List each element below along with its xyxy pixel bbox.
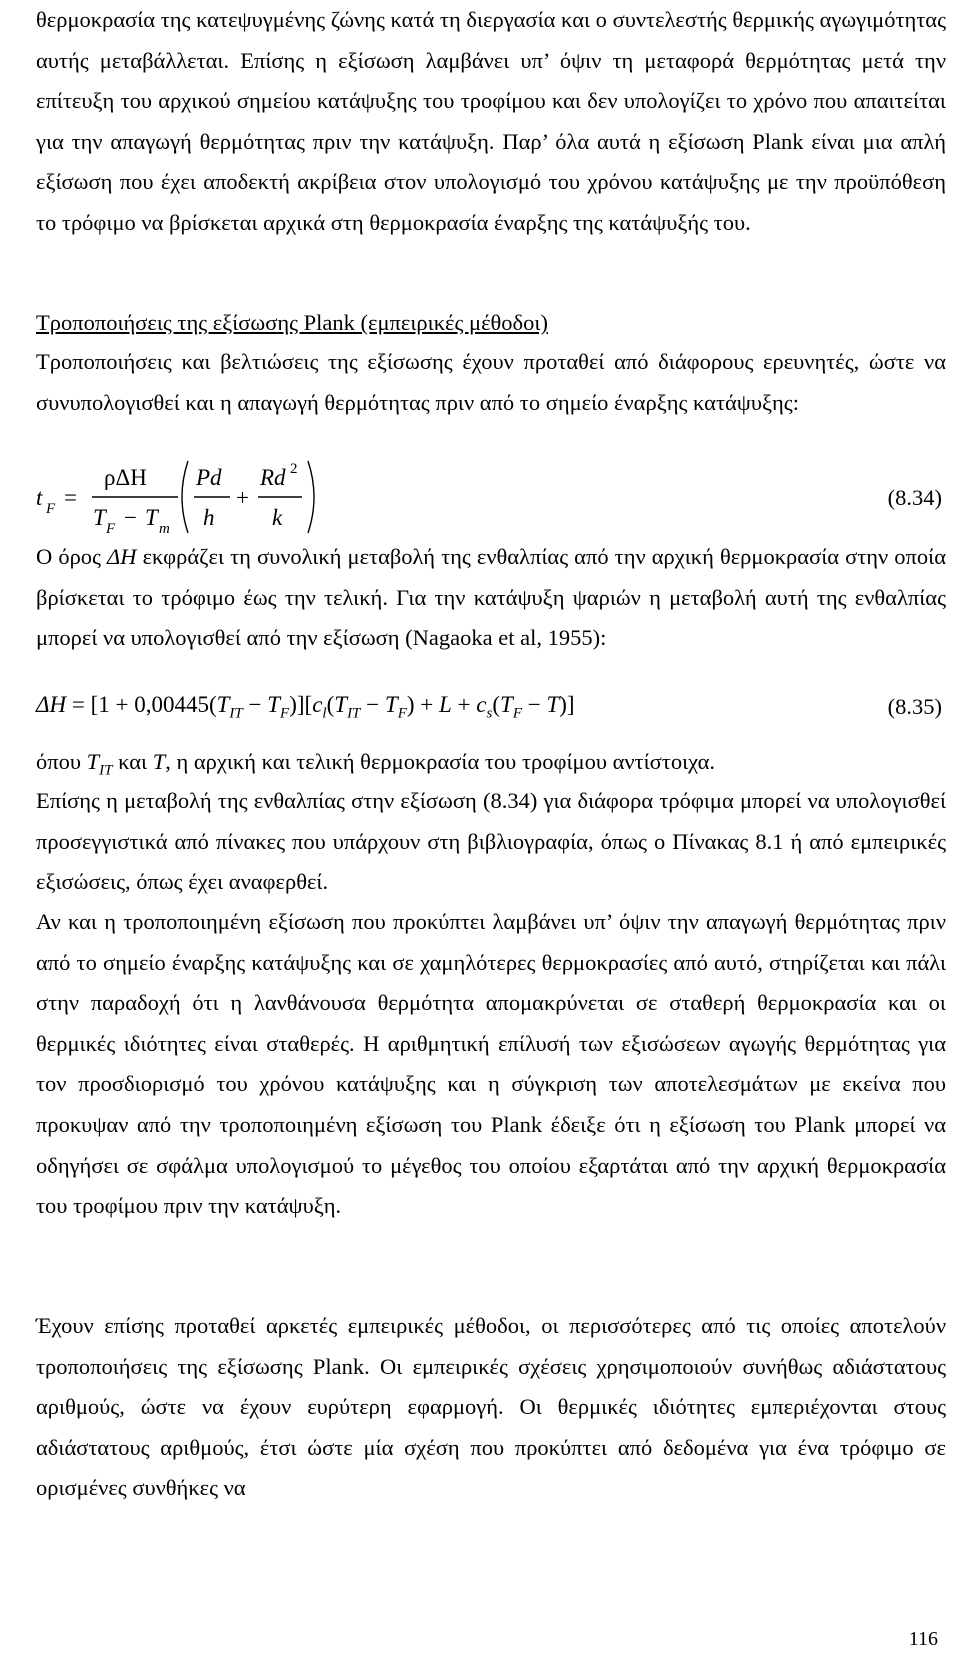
eq835-c-s-sub: s [486, 705, 493, 722]
equation-8-34-graphic [0, 455, 960, 535]
eq834-left-paren [182, 461, 188, 533]
equation-8-35-number: (8.35) [887, 694, 942, 719]
eq835-t-f: T [267, 692, 281, 717]
eq834-frac3-num-sup: 2 [290, 461, 298, 477]
page-number: 116 [908, 1628, 938, 1650]
eq834-frac1-den-a-sub: F [106, 521, 116, 535]
eq835-minus-2: − [360, 692, 385, 717]
eq835-plus-1: ) + [406, 692, 439, 717]
p4-t-it: T [86, 749, 100, 774]
eq835-t: T [546, 692, 560, 717]
p3-text-a: Ο όρος [36, 544, 108, 569]
eq835-t-it-sub: IT [229, 705, 243, 722]
equation-8-34-number: (8.34) [887, 485, 942, 510]
paragraph-enthalpy [36, 537, 946, 659]
paragraph-empirical-methods: Έχουν επίσης προταθεί αρκετές εμπειρικές μέθοδοι, οι περισσότερες από τις οποίες αποτελούν τροποποιήσεις της εξίσωσης Plank. Οι εμπειρικές σχέσεις χρησιμοποιούν συνήθως αδιάστατους αριθμούς, ώστε να έχουν ευρύτερη εφαρμογή. Οι θερμικές ιδιότητες εμπεριέχονται στους αδιάστατους αριθμούς, έτσι ώστε μία σχέση που προκύπτει από δεδομένα για ένα τρόφιμο σε ορισμένες συνθήκες να [36, 1313, 946, 1501]
eq835-t-f-2-sub: F [397, 705, 407, 722]
p3-delta-h: ΔH [107, 544, 137, 569]
eq835-plus-2: + [451, 692, 477, 717]
p4-text-c: , η αρχική και τελική θερμοκρασία του τροφίμου αντίστοιχα. [165, 749, 716, 774]
eq834-frac1-den-b-sub: m [159, 521, 170, 535]
eq835-c-s: c [476, 692, 487, 717]
eq834-frac1-den-b: T [145, 505, 158, 530]
eq834-plus: + [236, 485, 249, 510]
eq835-t-f-3-sub: F [512, 705, 522, 722]
eq834-frac1-minus: − [124, 505, 137, 530]
eq835-c-l: c [312, 692, 323, 717]
eq835-t-f-sub: F [280, 705, 290, 722]
section-heading: Τροποποιήσεις της εξίσωσης Plank (εμπειρικές μέθοδοι) [36, 310, 548, 335]
eq835-paren-open: ( [326, 692, 335, 717]
p3-text-c: εκφράζει τη συνολική μεταβολή της ενθαλπίας από την αρχική θερμοκρασία στην οποία βρίσκεται το τρόφιμο έως την τελική. Για την κατάψυξη ψαριών η μεταβολή αυτή της ενθαλπίας μπορεί να υπολογισθεί από την εξίσωση (Nagaoka et al, 1955): [36, 544, 947, 651]
paragraph-modified-equation: Αν και η τροποποιημένη εξίσωση που προκύπτει λαμβάνει υπ’ όψιν την απαγωγή θερμότητας πριν από το σημείο έναρξης κατάψυξης και σε χαμηλότερες θερμοκρασίες από αυτό, στηρίζεται και πάλι στην παραδοχή ότι η λανθάνουσα θερμότητα απομακρύνεται σε σταθερή θερμοκρασία και οι θερμικές ιδιότητες είναι σταθερές. Η αριθμητική επίλυσή των εξισώσεων αγωγής θερμότητας για τον προσδιορισμό του χρόνου κατάψυξης και η σύγκριση των αποτελεσμάτων με εκείνα που προκυψαν από την τροποποιημένη εξίσωση του Plank έδειξε ότι η εξίσωση του Plank μπορεί να οδηγήσει σε σφάλμα υπολογισμού το μέγεθος του οποίου εξαρτάται από την αρχική θερμοκρασία του τροφίμου πριν την κατάψυξη. [36, 909, 946, 1219]
eq835-bracket-join: )][ [289, 692, 313, 717]
eq834-lhs-sub: F [46, 501, 56, 517]
eq835-close: )] [559, 692, 575, 717]
paragraph-enthalpy-tables: Επίσης η μεταβολή της ενθαλπίας στην εξίσωση (8.34) για διάφορα τρόφιμα μπορεί να υπολογισθεί προσεγγιστικά από πίνακες που υπάρχουν στη βιβλιογραφία, όπως ο Πίνακας 8.1 ή από εμπειρικές εξισώσεις, όπως έχει αναφερθεί. [36, 788, 946, 895]
eq834-frac1-den-a: T [93, 505, 106, 530]
eq834-frac2-num: Pd [196, 465, 222, 490]
eq835-minus-1: − [242, 692, 268, 717]
eq835-l: L [439, 692, 452, 717]
eq835-t-it: T [216, 692, 230, 717]
eq834-right-paren [308, 461, 314, 533]
eq835-t-f-2: T [384, 692, 398, 717]
eq835-minus-3: − [521, 692, 547, 717]
eq835-c-l-sub: l [322, 705, 327, 722]
eq834-frac3-den: k [272, 505, 283, 530]
eq835-t-f-3: T [500, 692, 513, 717]
p4-text-b: και [112, 749, 153, 774]
p4-t: T [152, 749, 166, 774]
eq834-equals: = [64, 485, 77, 510]
equation-8-34 [0, 455, 960, 535]
eq835-t-it-2-sub: IT [347, 705, 361, 722]
eq835-t-it-2: T [334, 692, 348, 717]
eq834-frac2-den: h [203, 505, 215, 530]
equation-8-35-body [36, 692, 575, 723]
paragraph-plank-limitations: θερμοκρασία της κατεψυγμένης ζώνης κατά τη διεργασία και ο συντελεστής θερμικής αγωγιμότητας αυτής μεταβάλλεται. Επίσης η εξίσωση λαμβάνει υπ’ όψιν τη μεταφορά θερμότητας μετά την επίτευξη του αρχικού σημείου κατάψυξης του τροφίμου και δεν υπολογίζει το χρόνο που απαιτείται για την απαγωγή θερμότητας πριν την κατάψυξη. Παρ’ όλα αυτά η εξίσωση Plank είναι μια απλή εξίσωση που έχει αποδεκτή ακρίβεια στον υπολογισμό του χρόνου κατάψυξης με την προϋπόθεση το τρόφιμο να βρίσκεται αρχικά στη θερμοκρασία έναρξης της κατάψυξής του. [36, 7, 946, 235]
eq835-part-b: = [1 + 0,00445( [66, 692, 217, 717]
eq835-paren-open-2: ( [492, 692, 501, 717]
p4-text-a: όπου [36, 749, 87, 774]
eq834-lhs: t [36, 485, 43, 510]
eq835-delta-h: ΔH [36, 692, 67, 717]
eq834-frac3-num: Rd [260, 465, 286, 490]
eq834-frac1-num: ρΔH [104, 465, 147, 490]
p4-t-it-sub: IT [99, 762, 113, 779]
equation-8-35 [0, 692, 960, 734]
paragraph-modifications: Τροποποιήσεις και βελτιώσεις της εξίσωσης έχουν προταθεί από διάφορους ερευνητές, ώστε να συνυπολογισθεί και η απαγωγή θερμότητας πριν από το σημείο έναρξης κατάψυξης: [36, 349, 946, 415]
